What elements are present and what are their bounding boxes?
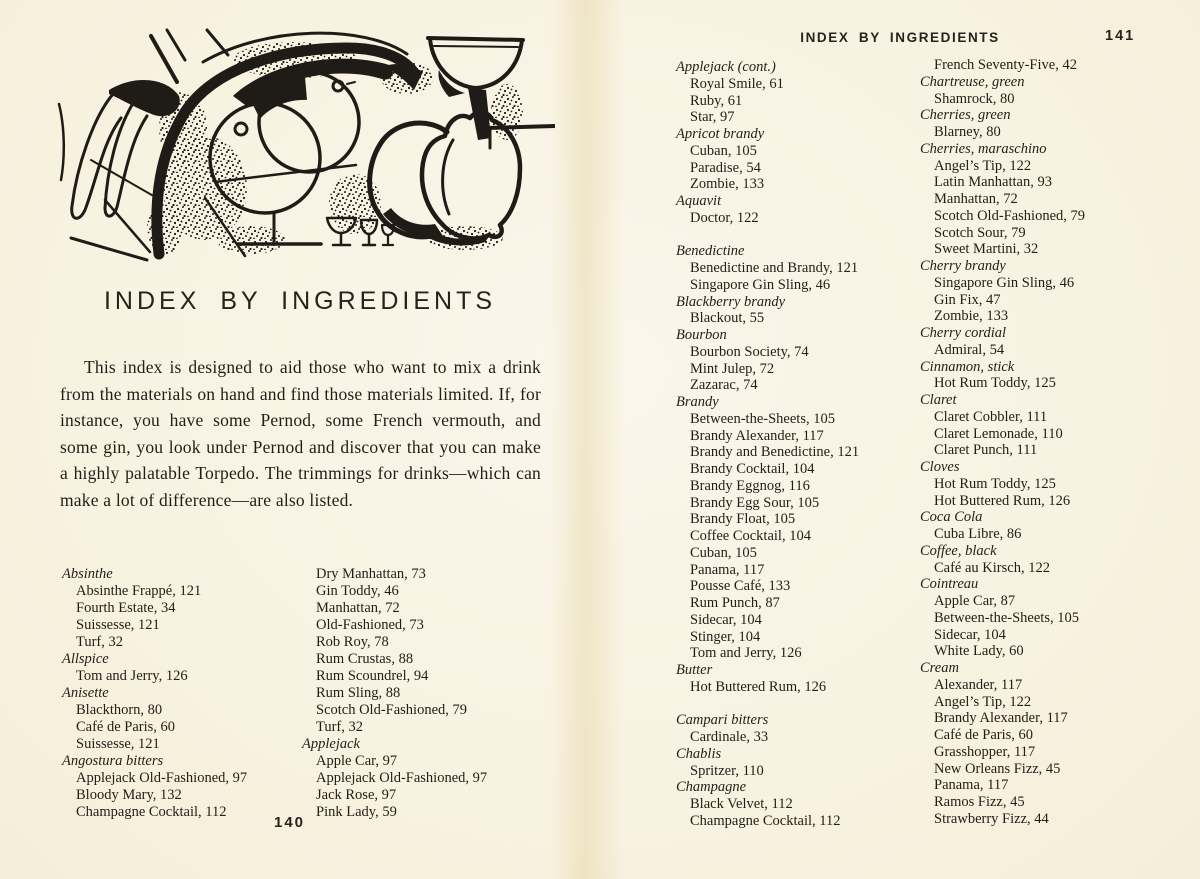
ingredient-heading: Butter — [676, 662, 713, 678]
ingredient-heading: Champagne — [676, 779, 747, 796]
index-entry: Ruby, 61 — [690, 92, 743, 109]
index-entry: Rum Crustas, 88 — [316, 651, 414, 667]
ingredient-heading: Aquavit — [676, 193, 722, 209]
index-entry: Between-the-Sheets, 105 — [690, 410, 835, 427]
index-entry: Sidecar, 104 — [934, 626, 1006, 643]
ingredient-heading: Cherry brandy — [920, 258, 1006, 274]
index-entry: Tom and Jerry, 126 — [76, 668, 188, 684]
ingredient-heading: Coffee, black — [920, 542, 997, 559]
index-entry: Pink Lady, 59 — [316, 804, 397, 820]
index-entry: Cuban, 105 — [690, 544, 757, 561]
index-entry: Blarney, 80 — [934, 124, 1001, 140]
index-entry: Cardinale, 33 — [690, 729, 769, 745]
index-entry: Ramos Fizz, 45 — [934, 794, 1025, 810]
index-entry: Pousse Café, 133 — [690, 578, 791, 595]
ingredient-heading: Chablis — [676, 745, 722, 762]
index-entry: Strawberry Fizz, 44 — [934, 810, 1049, 827]
ingredient-heading: Cointreau — [920, 576, 979, 593]
index-entry: Jack Rose, 97 — [316, 787, 397, 803]
ingredient-heading: Cherries, green — [920, 107, 1011, 124]
page-title: INDEX BY INGREDIENTS — [103, 287, 497, 315]
index-entry: Brandy Alexander, 117 — [934, 710, 1068, 727]
index-entry: Spritzer, 110 — [690, 762, 764, 779]
index-entry: Panama, 117 — [934, 777, 1009, 794]
index-entry: Sweet Martini, 32 — [934, 241, 1039, 258]
index-entry: Coffee Cocktail, 104 — [690, 528, 811, 544]
ingredient-heading: Applejack — [302, 736, 360, 752]
index-entry: Star, 97 — [690, 109, 735, 126]
index-entry: Angel’s Tip, 122 — [934, 157, 1032, 174]
intro-paragraph: This index is designed to aid those who want to mix a drink from the materials on hand and find those materials limited. If, for instance, you have some Pernod, some French vermouth, and some gin, you look under Pernod and discover that you can make a highly palatable Torpedo. The trimmings for drinks—which can make a lot of difference—are also listed. — [60, 357, 541, 510]
ingredient-heading: Blackberry brandy — [676, 293, 786, 310]
index-entry: Scotch Old-Fashioned, 79 — [934, 207, 1086, 224]
index-entry: Hot Rum Toddy, 125 — [934, 375, 1056, 392]
index-entry: Claret Cobbler, 111 — [934, 408, 1048, 425]
index-entry: Applejack Old-Fashioned, 97 — [316, 770, 488, 786]
index-entry: Gin Fix, 47 — [934, 291, 1001, 308]
index-entry: Suissesse, 121 — [76, 617, 160, 633]
index-entry: Rum Sling, 88 — [316, 685, 401, 701]
index-entry: Brandy Alexander, 117 — [690, 427, 824, 444]
index-entry: Admiral, 54 — [934, 341, 1005, 358]
index-entry: Scotch Sour, 79 — [934, 224, 1026, 241]
index-entry: Hot Buttered Rum, 126 — [934, 492, 1071, 509]
ingredient-heading: Allspice — [62, 651, 109, 667]
index-entry: Brandy Eggnog, 116 — [690, 477, 810, 494]
index-entry: Grasshopper, 117 — [934, 743, 1036, 760]
ingredient-heading: Anisette — [62, 685, 109, 701]
index-entry: Claret Lemonade, 110 — [934, 425, 1063, 442]
section-gap — [676, 227, 916, 244]
index-entry: Dry Manhattan, 73 — [316, 566, 426, 582]
index-entry: Rum Punch, 87 — [690, 595, 780, 611]
index-entry: Latin Manhattan, 93 — [934, 174, 1052, 191]
ingredient-heading: Angostura bitters — [62, 753, 164, 769]
index-entry: Gin Toddy, 46 — [316, 583, 399, 599]
index-entry: Claret Punch, 111 — [934, 442, 1038, 459]
ingredient-heading: Applejack (cont.) — [676, 59, 776, 75]
index-entry: Hot Buttered Rum, 126 — [690, 678, 827, 695]
index-entry: Rum Scoundrel, 94 — [316, 668, 429, 684]
index-entry: Brandy Cocktail, 104 — [690, 461, 815, 477]
index-entry: Blackthorn, 80 — [76, 702, 163, 718]
index-entry: Zombie, 133 — [690, 176, 765, 193]
lemon-fruit — [422, 112, 520, 245]
index-entry: Mint Julep, 72 — [690, 360, 775, 377]
index-entry: New Orleans Fizz, 45 — [934, 760, 1061, 777]
section-gap — [676, 696, 916, 713]
index-entry: Fourth Estate, 34 — [76, 600, 176, 616]
index-entry: Sidecar, 104 — [690, 611, 762, 628]
ingredient-heading: Coca Cola — [920, 509, 983, 526]
index-entry: French Seventy-Five, 42 — [934, 57, 1077, 73]
index-entry: Singapore Gin Sling, 46 — [934, 274, 1075, 291]
index-entry: Bourbon Society, 74 — [690, 343, 809, 360]
index-entry: Old-Fashioned, 73 — [316, 617, 424, 633]
index-entry: Bloody Mary, 132 — [76, 787, 182, 803]
index-entry: Blackout, 55 — [690, 310, 765, 327]
index-entry: Scotch Old-Fashioned, 79 — [316, 702, 468, 718]
ingredient-heading: Benedictine — [676, 243, 745, 260]
index-entry: Brandy and Benedictine, 121 — [690, 444, 860, 461]
page-number-141: 141 — [1105, 28, 1136, 44]
ingredient-heading: Cherry cordial — [920, 325, 1007, 341]
ingredient-heading: Cherries, maraschino — [920, 140, 1047, 157]
index-entry: Turf, 32 — [316, 719, 364, 735]
index-entry: Cuba Libre, 86 — [934, 526, 1022, 542]
index-entry: Hot Rum Toddy, 125 — [934, 475, 1056, 492]
index-entry: Café au Kirsch, 122 — [934, 559, 1050, 576]
index-entry: Champagne Cocktail, 112 — [76, 804, 227, 820]
index-entry: Stinger, 104 — [690, 628, 761, 645]
index-entry: Shamrock, 80 — [934, 90, 1015, 107]
index-entry: Suissesse, 121 — [76, 736, 160, 752]
index-entry: Doctor, 122 — [690, 209, 759, 226]
citrus-fruit-illustration — [55, 8, 555, 263]
index-entry: Apple Car, 97 — [316, 753, 398, 769]
index-entry: Champagne Cocktail, 112 — [690, 812, 841, 829]
index-entry: Singapore Gin Sling, 46 — [690, 276, 831, 293]
index-entry: Absinthe Frappé, 121 — [76, 583, 202, 599]
running-header: INDEX BY INGREDIENTS — [800, 30, 1000, 45]
ingredient-heading: Campari bitters — [676, 712, 769, 729]
index-entry: Café de Paris, 60 — [76, 719, 176, 735]
index-entry: Between-the-Sheets, 105 — [934, 609, 1079, 626]
index-entry: Zazarac, 74 — [690, 377, 758, 394]
ingredient-heading: Brandy — [676, 394, 719, 410]
index-entry: Cuban, 105 — [690, 142, 757, 159]
right-page — [600, 0, 1200, 879]
index-entry: Benedictine and Brandy, 121 — [690, 260, 859, 276]
index-entry: Brandy Float, 105 — [690, 511, 796, 528]
index-entry: Brandy Egg Sour, 105 — [690, 494, 820, 511]
ingredient-heading: Cream — [920, 660, 959, 676]
index-entry: Apple Car, 87 — [934, 593, 1016, 609]
ingredient-heading: Bourbon — [676, 327, 727, 343]
ingredient-heading: Absinthe — [62, 566, 113, 582]
stipple-texture — [147, 42, 523, 254]
index-column-left-1 — [62, 566, 298, 821]
index-entry: Tom and Jerry, 126 — [690, 645, 802, 662]
ingredient-heading: Claret — [920, 392, 957, 408]
index-entry: Rob Roy, 78 — [316, 634, 389, 650]
index-entry: Panama, 117 — [690, 561, 765, 578]
index-column-left-2 — [302, 566, 554, 821]
index-entry: Turf, 32 — [76, 634, 124, 650]
index-entry: Applejack Old-Fashioned, 97 — [76, 770, 248, 786]
orange-fruit-2 — [259, 72, 359, 172]
index-column-right-1 — [676, 59, 916, 830]
index-entry: Angel’s Tip, 122 — [934, 693, 1032, 710]
page-number-140: 140 — [274, 814, 306, 831]
ingredient-heading: Apricot brandy — [676, 126, 765, 142]
index-entry: White Lady, 60 — [934, 643, 1024, 660]
index-entry: Paradise, 54 — [690, 159, 761, 176]
index-entry: Manhattan, 72 — [316, 600, 400, 616]
index-entry: Black Velvet, 112 — [690, 796, 793, 812]
ingredient-heading: Cloves — [920, 459, 960, 475]
ingredient-heading: Chartreuse, green — [920, 73, 1025, 90]
index-entry: Manhattan, 72 — [934, 191, 1018, 207]
ingredient-heading: Cinnamon, stick — [920, 358, 1015, 375]
index-entry: Alexander, 117 — [934, 676, 1023, 693]
index-entry: Café de Paris, 60 — [934, 727, 1034, 743]
index-entry: Royal Smile, 61 — [690, 75, 784, 92]
index-entry: Zombie, 133 — [934, 308, 1009, 325]
index-column-right-2 — [920, 57, 1182, 828]
